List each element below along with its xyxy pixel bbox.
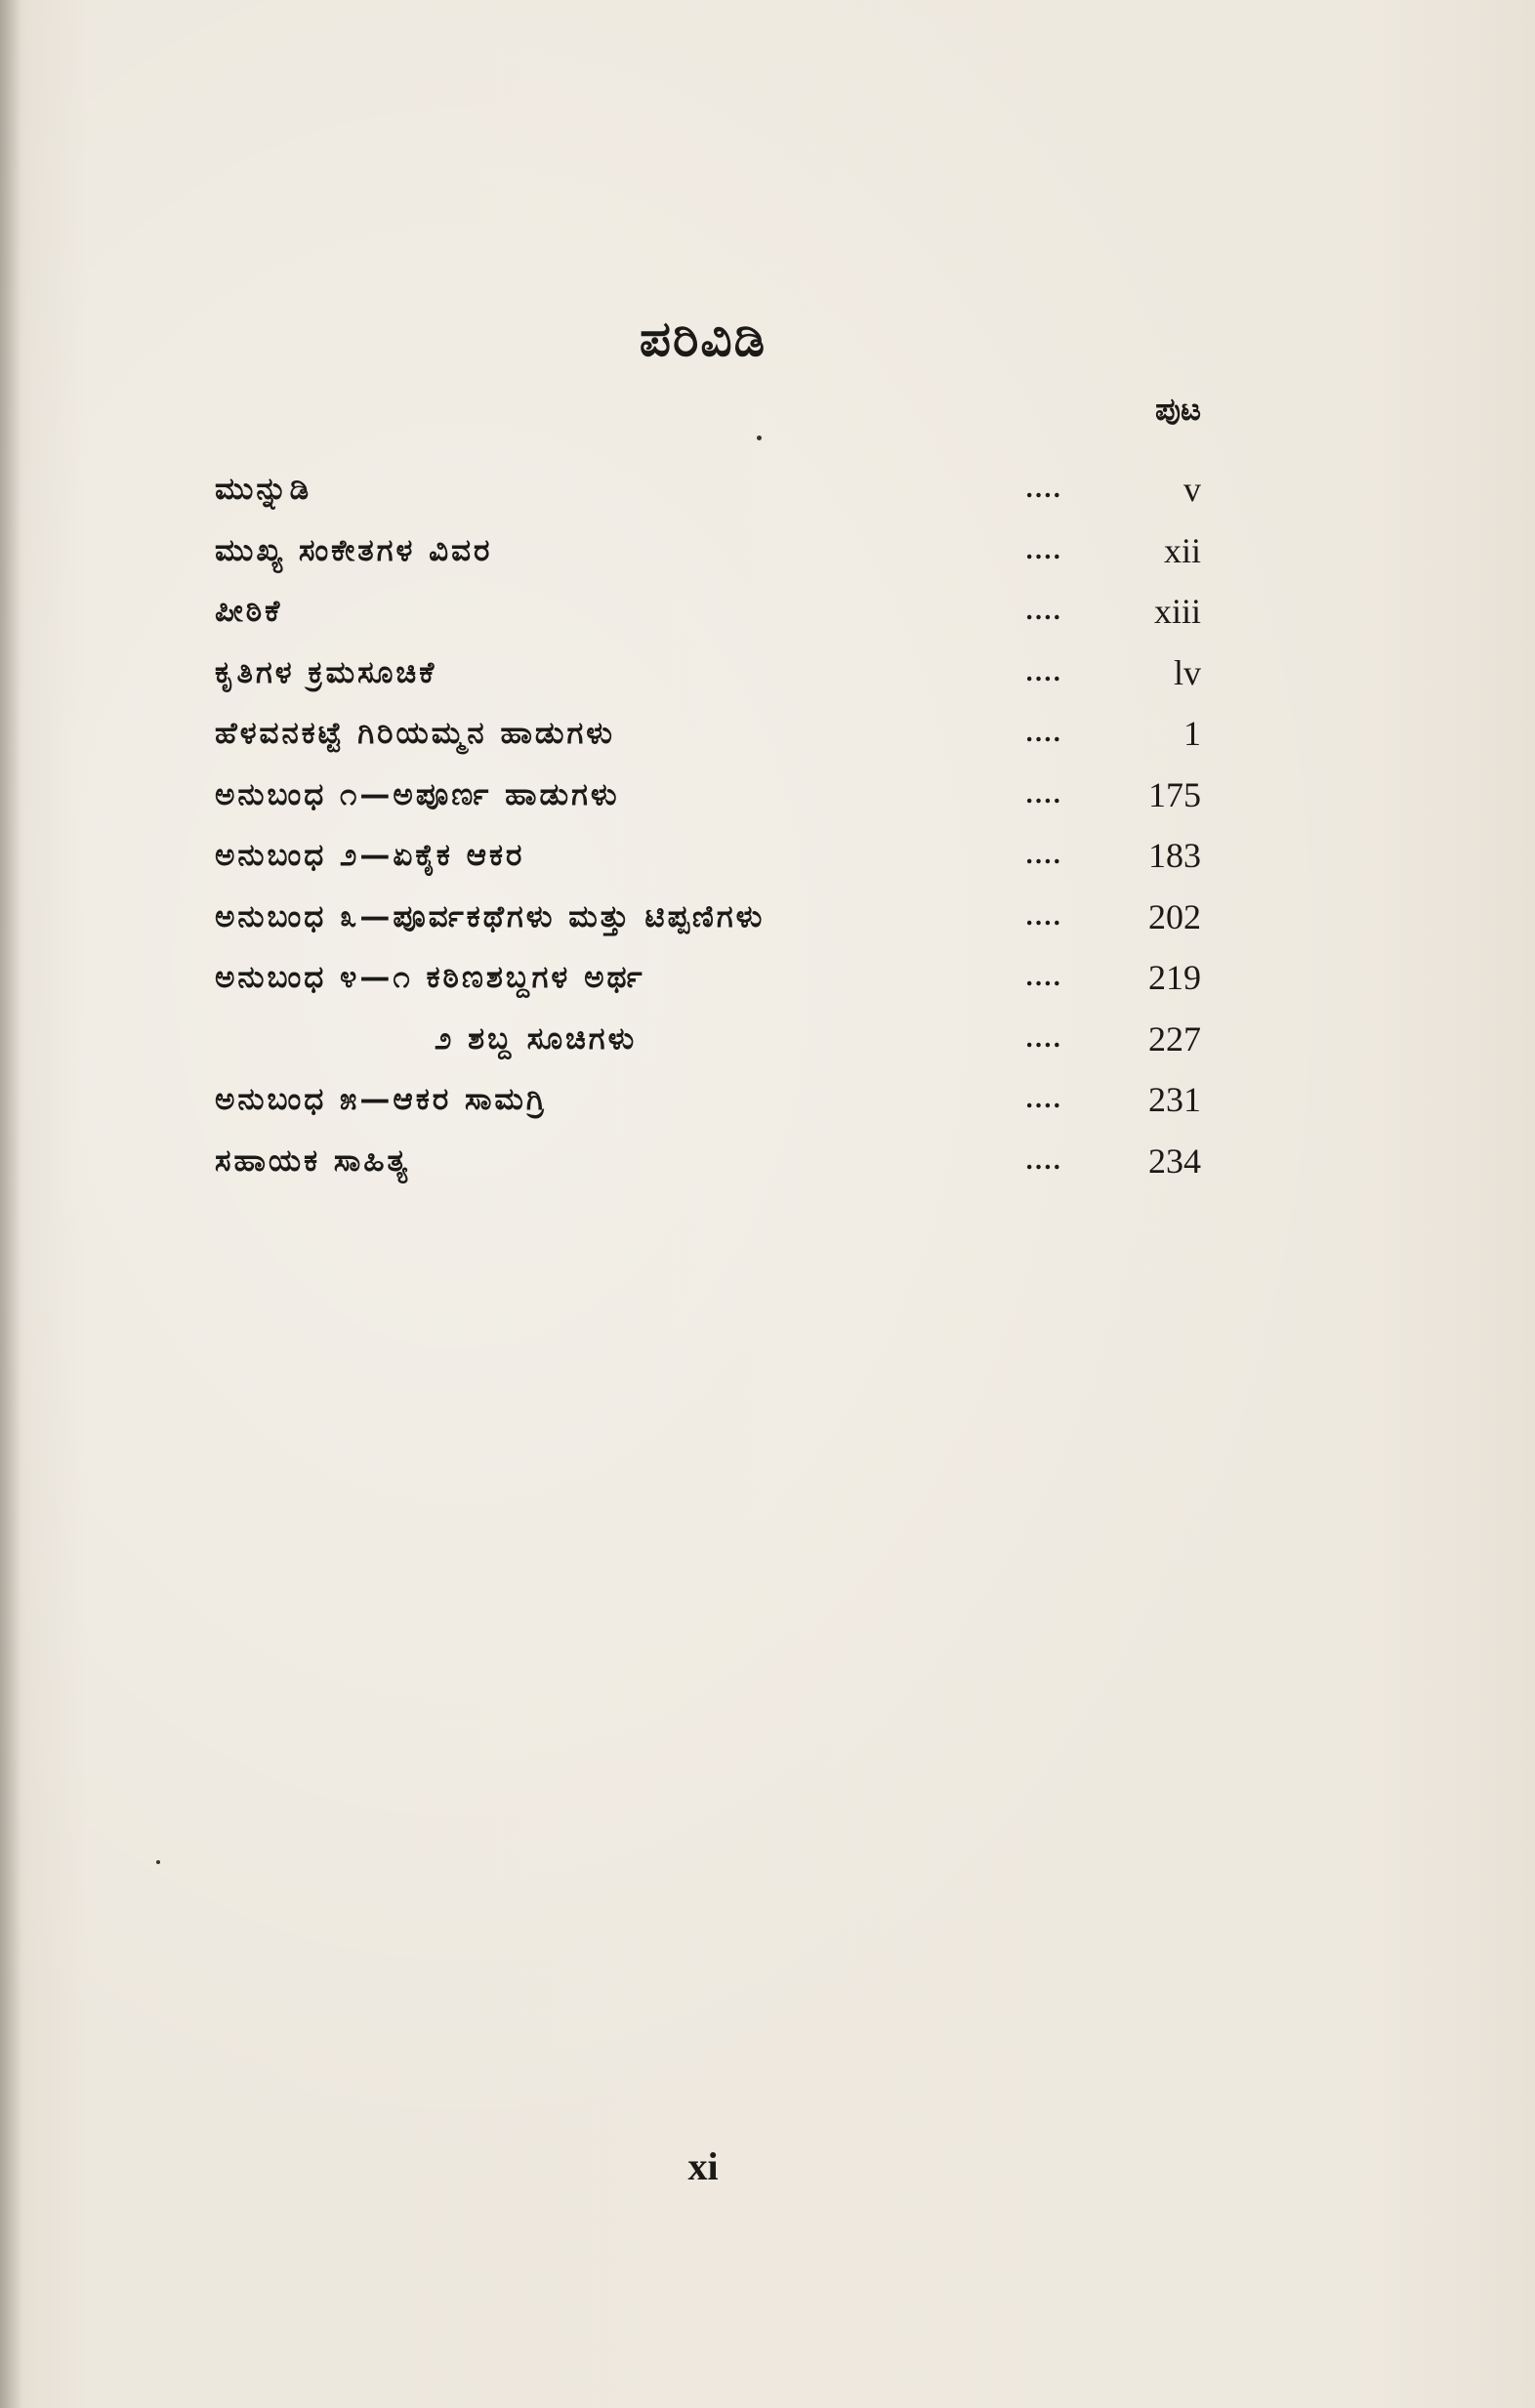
page-column-header: ಪುಟ <box>1155 391 1201 428</box>
toc-entry-title: ಅನುಬಂಧ ೨—ಏಕೈಕ ಆಕರ <box>215 838 525 873</box>
toc-entry-title: ಮುನ್ನುಡಿ <box>215 472 312 507</box>
toc-entry-title: ಅನುಬಂಧ ೧—ಅಪೂರ್ಣ ಹಾಡುಗಳು <box>215 776 620 812</box>
toc-page-number: 175 <box>1148 774 1201 814</box>
toc-entry-title: ಹೆಳವನಕಟ್ಟೆ ಗಿರಿಯಮ್ಮನ ಹಾಡುಗಳು <box>215 716 615 751</box>
paper-speck <box>156 1860 160 1864</box>
toc-leader-dots: .... <box>1025 1145 1062 1175</box>
toc-row <box>215 947 1201 1009</box>
toc-leader-dots: .... <box>1025 535 1062 564</box>
toc-entry-title: ಕೃತಿಗಳ ಕ್ರಮಸೂಚಿಕೆ <box>215 654 437 690</box>
toc-leader-dots: .... <box>1025 1023 1062 1053</box>
toc-leader-dots: .... <box>1025 841 1062 869</box>
toc-leader-dots: .... <box>1025 657 1062 686</box>
toc-entry-title: ಅನುಬಂಧ ೩—ಪೂರ್ವಕಥೆಗಳು ಮತ್ತು ಟಿಪ್ಪಣಿಗಳು <box>215 898 766 934</box>
toc-page-number: 227 <box>1148 1018 1201 1059</box>
toc-leader-dots: .... <box>1025 779 1062 809</box>
toc-leader-dots: .... <box>1025 901 1062 931</box>
toc-row <box>215 1069 1201 1131</box>
toc-page-number: 183 <box>1148 836 1201 875</box>
toc-row <box>215 1131 1201 1192</box>
toc-entry-title: ಅನುಬಂಧ ೪—೧ ಕಠಿಣಶಬ್ದಗಳ ಅರ್ಥ <box>215 960 645 995</box>
paper-speck <box>757 436 762 440</box>
toc-page-number: 234 <box>1148 1141 1201 1181</box>
toc-row <box>215 703 1201 765</box>
toc-entry-title: ಸಹಾಯಕ ಸಾಹಿತ್ಯ <box>215 1142 411 1179</box>
toc-row <box>215 887 1201 948</box>
page-title: ಪರಿವಿಡಿ <box>639 311 768 367</box>
toc-row <box>215 581 1201 643</box>
toc-entry-title: ಅನುಬಂಧ ೫—ಆಕರ ಸಾಮಗ್ರಿ <box>215 1082 548 1117</box>
toc-entry-title: ಪೀಠಿಕೆ <box>215 594 283 629</box>
toc-leader-dots: .... <box>1025 1085 1062 1113</box>
page-folio: xi <box>687 2144 719 2188</box>
toc-page-number: xiii <box>1153 592 1201 631</box>
toc-page-number: 219 <box>1148 958 1201 997</box>
toc-entry-title: ೨ ಶಬ್ದ ಸೂಚಿಗಳು <box>435 1020 638 1057</box>
toc-entry-title: ಮುಖ್ಯ ಸಂಕೇತಗಳ ವಿವರ <box>215 532 493 568</box>
toc-row <box>215 520 1201 582</box>
toc-row <box>215 643 1201 704</box>
toc-page-number: 1 <box>1183 714 1201 753</box>
toc-row <box>215 459 1201 520</box>
toc-page-number: lv <box>1173 652 1201 692</box>
toc-leader-dots: .... <box>1025 963 1062 991</box>
table-of-contents <box>215 459 1201 1191</box>
toc-row <box>215 765 1201 826</box>
toc-leader-dots: .... <box>1025 597 1062 625</box>
toc-page-number: xii <box>1163 530 1201 570</box>
toc-page-number: v <box>1183 470 1201 509</box>
toc-row <box>215 825 1201 887</box>
toc-row-subentry <box>215 1009 1201 1070</box>
toc-page-number: 202 <box>1148 896 1201 936</box>
toc-leader-dots: .... <box>1025 719 1062 747</box>
toc-page-number: 231 <box>1148 1080 1201 1119</box>
toc-leader-dots: .... <box>1025 475 1062 503</box>
